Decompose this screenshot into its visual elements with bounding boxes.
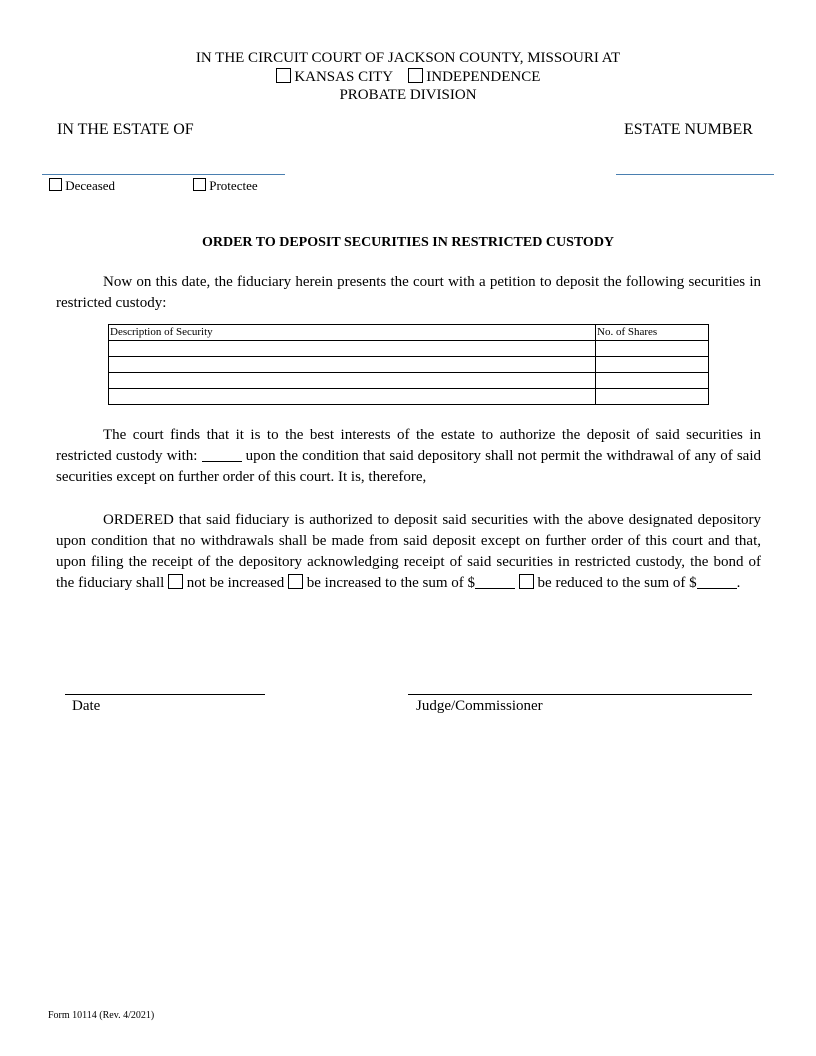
shares-cell[interactable] (596, 357, 709, 373)
estate-name-field[interactable] (42, 174, 285, 175)
increased-label: be increased to the sum of $ (303, 575, 476, 591)
reduced-checkbox[interactable] (519, 574, 534, 589)
shares-cell[interactable] (596, 373, 709, 389)
findings-text-1: The court finds that it is to the best interests of the estate to authorize the deposit of said securities in restricted custody with: (56, 427, 761, 464)
securities-table (108, 324, 709, 405)
court-header-line1: IN THE CIRCUIT COURT OF JACKSON COUNTY, MISSOURI AT (195, 50, 621, 66)
not-increased-label: not be increased (183, 575, 289, 591)
kansas-city-checkbox[interactable] (276, 68, 291, 83)
findings-text-2: upon the condition that said depository shall not permit the withdrawal of any of said securities except on further order of this court. It is, therefore, (56, 448, 761, 485)
form-id: Form 10114 (Rev. 4/2021) (48, 1010, 155, 1021)
independence-checkbox[interactable] (408, 68, 423, 83)
protectee-label: Protectee (209, 178, 258, 193)
deceased-option (49, 178, 115, 194)
description-cell[interactable] (109, 357, 596, 373)
column-header-shares: No. of Shares (596, 325, 709, 341)
ordered-end: . (736, 575, 741, 591)
judge-label: Judge/Commissioner (416, 698, 543, 714)
estate-of-label: IN THE ESTATE OF (57, 121, 194, 138)
table-row (109, 373, 709, 389)
findings-paragraph (56, 425, 761, 488)
date-label: Date (72, 698, 101, 714)
independence-label: INDEPENDENCE (426, 69, 541, 85)
increased-checkbox[interactable] (288, 574, 303, 589)
deceased-checkbox[interactable] (49, 178, 62, 191)
protectee-checkbox[interactable] (193, 178, 206, 191)
deceased-label: Deceased (65, 178, 116, 193)
table-row (109, 341, 709, 357)
description-cell[interactable] (109, 341, 596, 357)
reduced-label: be reduced to the sum of $ (533, 575, 697, 591)
increased-amount-blank[interactable] (475, 574, 515, 589)
shares-cell[interactable] (596, 341, 709, 357)
location-options (0, 68, 816, 86)
reduced-amount-blank[interactable] (697, 574, 737, 589)
column-header-description: Description of Security (109, 325, 596, 341)
judge-signature-line[interactable] (408, 694, 752, 695)
description-cell[interactable] (109, 389, 596, 405)
table-row (109, 389, 709, 405)
not-increased-checkbox[interactable] (168, 574, 183, 589)
estate-number-field[interactable] (616, 174, 774, 175)
kansas-city-label: KANSAS CITY (294, 69, 393, 85)
protectee-option (193, 178, 258, 194)
ordered-paragraph (56, 510, 761, 594)
document-title: ORDER TO DEPOSIT SECURITIES IN RESTRICTED CUSTODY (201, 235, 615, 250)
table-header-row (109, 325, 709, 341)
date-signature-line[interactable] (65, 694, 265, 695)
intro-paragraph (56, 272, 761, 314)
intro-text: Now on this date, the fiduciary herein presents the court with a petition to deposit the following securities in restricted custody: (56, 274, 761, 311)
shares-cell[interactable] (596, 389, 709, 405)
depository-blank[interactable] (202, 447, 242, 462)
description-cell[interactable] (109, 373, 596, 389)
probate-division-line: PROBATE DIVISION (339, 87, 477, 103)
table-row (109, 357, 709, 373)
estate-number-label: ESTATE NUMBER (624, 121, 753, 138)
ordered-text: ORDERED that said fiduciary is authorized to deposit said securities with the above designated depository upon condition that no withdrawals shall be made from said deposit except on further order of this court and that, upon filing the receipt of the depository acknowledging receipt of said securities in restricted custody, the bond of the fiduciary shall (56, 512, 761, 591)
